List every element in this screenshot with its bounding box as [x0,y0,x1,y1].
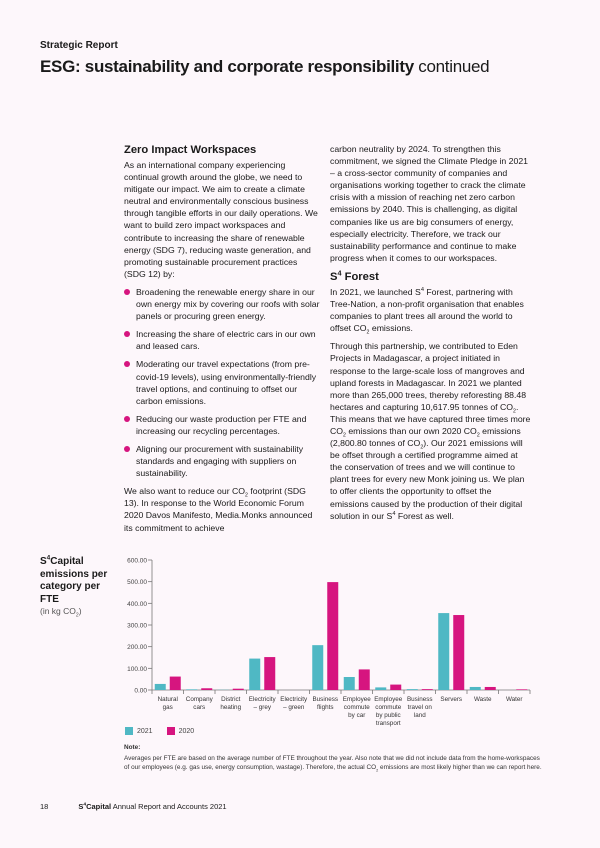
list-item: Moderating our travel expectations (from pre-covid-19 levels), using environmentally-friendly travel options, and continuing to offset our carbon emissions. [124,358,320,406]
chart-title: $S^4Capital$ emissions per category per FTE [40,554,108,605]
bar-2020 [359,669,370,690]
x-tick-label: Electricity [248,696,276,703]
bar-2020 [233,689,244,690]
footer-doc-title: $S^4Capital$ Annual Report and Accounts 2021 [78,802,227,811]
chart-legend [125,727,194,735]
x-tick-label: Water [505,696,523,703]
legend-item-2020: 2020 [167,727,195,735]
bar-2020 [390,685,401,690]
y-tick-label: 300.00 [127,622,147,630]
y-tick-label: 200.00 [127,644,147,652]
legend-item-2021: 2021 [125,727,153,735]
bar-2021 [438,613,449,690]
section-label: Strategic Report [40,40,118,51]
legend-swatch-2020 [167,727,175,735]
page-footer [40,802,227,811]
x-tick-label: Servers [440,696,463,703]
list-item: Increasing the share of electric cars in our own and leased cars. [124,328,320,352]
x-tick-label: Waste [473,696,492,703]
x-tick-label: Employee [342,696,371,703]
co2-commitment-paragraph: We also want to reduce our $CO_2$ footprint (SDG 13). In response to the World Economic Forum 2020 Davos Manifesto, Media.Monks announced its commitment to achieve [124,486,313,533]
x-tick-label: District [221,696,241,703]
bar-2021 [407,689,418,690]
x-tick-label: Electricity [280,696,308,703]
x-tick-label: by car [348,712,366,719]
bar-2020 [453,615,464,690]
x-tick-label: transport [375,720,401,727]
s4-forest-intro: In 2021, we launched $S^4$ Forest, partnering with Tree-Nation, a non-profit organisation that enables companies to plant trees all around the world to offset $CO_2$ emissions. [330,286,524,336]
eden-projects-paragraph: Through this partnership, we contributed to Eden Projects in Madagascar, a project initiated in response to the large-scale loss of mangroves and upland forests in Madagascar. In 2021 we planted more than 265,000 trees, thereby reforesting 88.48 hectares and capturing 10,617.95 tonnes of $CO_2$. This means that we have captured three times more $CO_2$ emissions than our own 2020 $CO_2$ emissions (2,800.80 tonnes of $CO_2$). Our 2021 emissions will be offset through a certified programme aimed at the conservation of trees and we will continue to plant trees for every new Monk joining us. We plan to offer clients the opportunity to offset the emissions caused by the production of their digital solution in our $S^4$ Forest as well. [330,341,531,521]
bar-2021 [312,645,323,690]
x-tick-label: travel on [407,704,432,711]
bar-2020 [327,582,338,690]
page-title-main: ESG: sustainability and corporate responsibility [40,57,414,76]
x-tick-label: – green [283,704,305,711]
y-tick-label: 100.00 [127,665,147,673]
s4-forest-heading: $S^4$ Forest [330,268,379,283]
x-tick-label: cars [193,704,206,711]
x-tick-label: land [413,712,426,719]
note-text: Averages per FTE are based on the average number of FTE throughout the year. Also note that we did not include data from the home-workspaces of our employees (e.g. gas use, energy consumption, wastage). Therefore, the actual $CO_2$ emissions are most likely higher than we can report here. [124,755,542,773]
chart-note [124,743,544,772]
bar-2021 [249,659,260,690]
bar-2020 [516,689,527,690]
list-item: Reducing our waste production per FTE and increasing our recycling percentages. [124,413,320,437]
carbon-neutrality-paragraph: carbon neutrality by 2024. To strengthen this commitment, we signed the Climate Pledge in 2021 – a cross-sector community of companies and organisations working together to crack the climate crisis with a mission of reaching net zero carbon emissions by 2040. This is challenging, as digital companies like us are big consumers of energy, especially electricity. Therefore, we track our sustainability performance and continue to make progress when it comes to our workspaces. [330,144,528,263]
list-item: Aligning our procurement with sustainability standards and engaging with suppliers on sustainability. [124,443,320,479]
bar-2020 [422,689,433,690]
y-tick-label: 500.00 [127,579,147,587]
x-tick-label: commute [375,704,402,711]
zero-impact-heading: Zero Impact Workspaces [124,144,257,156]
page-number: 18 [40,802,49,811]
x-tick-label: gas [162,704,173,711]
legend-swatch-2021 [125,727,133,735]
bar-2020 [485,687,496,690]
bar-2021 [186,689,197,690]
x-tick-label: by public [375,712,401,719]
bar-2021 [470,687,481,690]
note-title: Note: [124,744,141,751]
x-tick-label: heating [220,704,242,711]
y-tick-label: 0.00 [134,687,147,695]
x-tick-label: Business [312,696,339,703]
bar-2021 [344,677,355,690]
x-tick-label: flights [317,704,334,711]
bar-2020 [201,688,212,690]
bar-2021 [375,687,386,690]
x-tick-label: Employee [374,696,403,703]
x-tick-label: commute [343,704,370,711]
x-tick-label: Business [406,696,433,703]
bar-2020 [264,657,275,690]
y-tick-label: 600.00 [127,557,147,565]
x-tick-label: Company [185,696,213,703]
bar-2021 [155,684,166,690]
chart-unit: (in kg $CO_2$) [40,606,82,619]
y-tick-label: 400.00 [127,600,147,608]
page-title-continued: continued [418,57,490,76]
zero-impact-intro: As an international company experiencing continual growth around the globe, we need to mitigate our impact. We aim to create a climate neutral and environmentally conscious business through tangible efforts in our daily operations. We want to build zero impact workspaces and contribute to increasing the share of renewable energy (SDG 7), reducing waste generation, and promoting sustainable procurement practices (SDG 12) by: [124,160,318,279]
x-tick-label: – grey [253,704,272,711]
bar-2020 [170,677,181,690]
x-tick-label: Natural [157,696,178,703]
list-item: Broadening the renewable energy share in our own energy mix by covering our roofs with solar panels or procuring green energy. [124,286,320,322]
